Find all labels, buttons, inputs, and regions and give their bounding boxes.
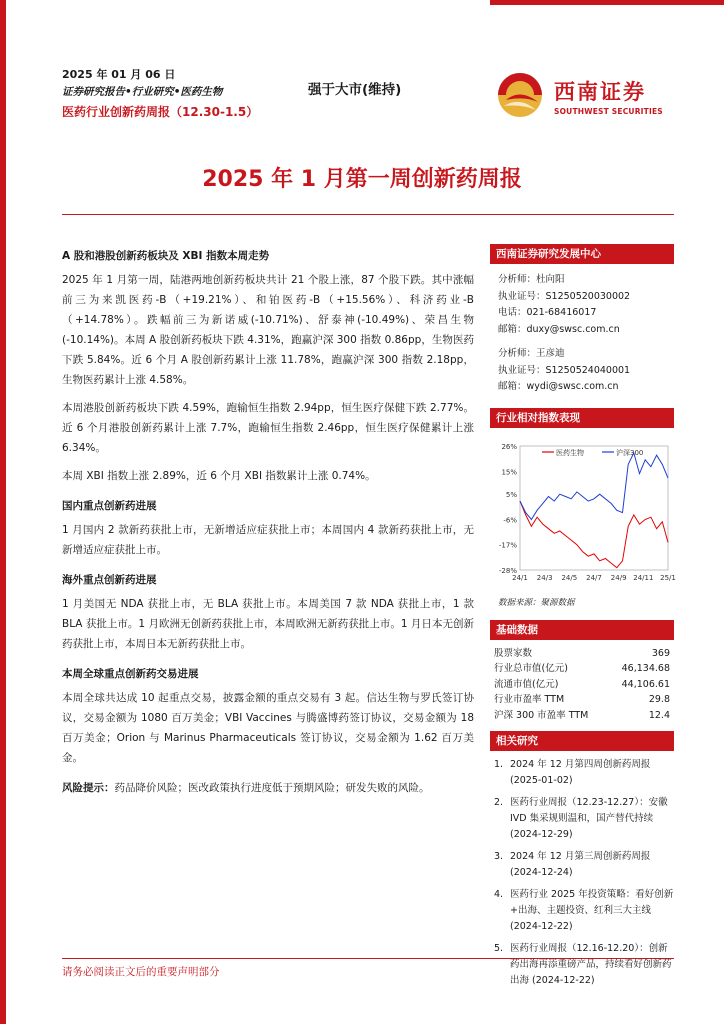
related-research-item[interactable] [490,941,674,989]
basic-data-row [494,661,674,677]
analyst-name: 分析师：杜向阳 [498,274,565,285]
y-tick-label: -17% [498,541,517,550]
analyst-email[interactable]: 邮箱：wydi@swsc.com.cn [498,381,619,392]
y-tick-label: 5% [505,490,517,499]
basic-data-label: 股票家数 [494,647,533,659]
analyst-info [490,264,674,396]
basic-data-value: 29.8 [648,694,670,705]
risk-text: 药品降价风险；医改政策执行进度低于预期风险；研发失败的风险。 [114,782,430,794]
section-overseas [62,570,474,654]
plot-frame [520,446,668,570]
report-category: 证券研究报告•行业研究•医药生物 [62,86,223,98]
legend-label: 医药生物 [556,448,584,457]
related-research-item[interactable] [490,887,674,935]
paragraph: 1 月国内 2 款新药获批上市，无新增适应症获批上市；本周国内 4 款新药获批上市，无新增适应症获批上市。 [62,524,474,556]
section-title: A 股和港股创新药板块及 XBI 指数本周走势 [62,250,270,262]
x-tick-label: 24/3 [536,573,553,582]
analyst-license: 执业证号：S1250520030002 [498,290,631,302]
series-line-csi300 [520,452,668,519]
y-tick-label: 26% [501,442,517,451]
report-date: 2025 年 01 月 06 日 [62,68,176,81]
item-text: 医药行业 2025 年投资策略：看好创新+出海、主题投资、红利三大主线 (2024-12-22) [510,889,674,932]
section-domestic [62,496,474,560]
basic-data-row [494,692,674,708]
y-tick-label: 15% [501,467,517,476]
related-research-header: 相关研究 [490,731,674,751]
footer-divider [62,958,674,959]
section-title: 海外重点创新药进展 [62,574,157,586]
left-accent-bar [0,0,6,1024]
paragraph: 本周全球共达成 10 起重点交易，披露金额的重点交易有 3 起。信达生物与罗氏签订协议，交易金额为 1080 百万美金；VBI Vaccines 与腾盛博药签订协议，交易金额为 18 百万美金；Orion 与 Marinus Pharmaceuticals 签订协议，交易金额为 1.62 百万美金。 [62,692,474,764]
paragraph: 1 月美国无 NDA 获批上市，无 BLA 获批上市。本周美国 7 款 NDA 获批上市，1 款 BLA 获批上市。1 月欧洲无创新药获批上市，本周欧洲无新药获批上市。1 月日本无创新药获批上市，本周日本无新药获批上市。 [62,598,474,650]
chart-svg [490,432,674,592]
basic-data-label: 流通市值(亿元) [494,678,559,690]
basic-data-label: 沪深 300 市盈率 TTM [494,709,589,721]
logo-text-cn: 西南证券 [554,79,646,104]
related-research-item[interactable] [490,849,674,881]
basic-data-value: 369 [651,647,670,659]
item-number: 5. [494,943,504,954]
basic-data-row [494,646,674,662]
report-weekly-title: 医药行业创新药周报（12.30-1.5） [62,105,259,119]
footer-disclaimer: 请务必阅读正文后的重要声明部分 [62,966,220,978]
y-tick-label: -6% [503,515,517,524]
section-market-trend [62,246,474,486]
company-logo [494,70,674,120]
related-research-item[interactable] [490,757,674,789]
item-number: 2. [494,797,504,808]
item-number: 1. [494,759,504,770]
paragraph: 本周 XBI 指数上涨 2.89%，近 6 个月 XBI 指数累计上涨 0.74%。 [62,470,376,482]
basic-data-label: 行业总市值(亿元) [494,663,568,674]
basic-data-value: 44,106.61 [621,678,670,690]
basic-data-row [494,708,674,724]
logo-emblem-icon [494,70,546,120]
related-research-item[interactable] [490,795,674,843]
analyst-name: 分析师：王彦迪 [498,348,565,359]
page-title: 2025 年 1 月第一周创新药周报 [202,167,522,192]
item-number: 4. [494,889,504,900]
basic-data-row [494,677,674,693]
x-tick-label: 24/5 [561,573,578,582]
item-number: 3. [494,851,504,862]
x-tick-label: 24/1 [512,573,528,582]
basic-data-header: 基础数据 [490,620,674,640]
risk-warning [62,778,474,798]
paragraph: 2025 年 1 月第一周，陆港两地创新药板块共计 21 个股上涨，87 个股下跌。其中涨幅前三为来凯医药-B（+19.21%）、和铂医药-B（+15.56%）、科济药业-B（+14.78%）。跌幅前三为新诺威(-10.71%)、舒泰神(-10.49%)、荣昌生物(-10.14%)。本周 A 股创新药板块下跌 4.31%，跑赢沪深 300 指数 0.86pp，生物医药下跌 5.84%。近 6 个月 A 股创新药累计上涨 11.78%，跑赢沪深 300 指数 2.18pp，生物医药累计上涨 4.58%。 [62,274,474,386]
item-text: 2024 年 12 月第三周创新药周报 (2024-12-24) [510,851,651,878]
industry-rating: 强于大市(维持) [308,82,402,98]
basic-data-table [490,640,674,732]
basic-data-value: 46,134.68 [621,663,670,674]
analyst-email[interactable]: 邮箱：duxy@swsc.com.cn [498,323,620,335]
analyst-license: 执业证号：S1250524040001 [498,364,631,376]
basic-data-value: 12.4 [648,709,670,721]
item-text: 医药行业周报（12.23-12.27）：安徽 IVD 集采规则温和，国产替代持续 (2024-12-29) [510,797,668,840]
section-deals [62,664,474,768]
x-tick-label: 25/1 [660,573,676,582]
basic-data-label: 行业市盈率 TTM [494,694,565,705]
top-accent-bar [490,0,724,5]
y-tick-label: -28% [498,566,517,575]
x-tick-label: 24/11 [633,573,654,582]
title-divider [62,214,674,215]
item-text: 医药行业周报（12.16-12.20）：创新药出海再添重磅产品，持续看好创新药出海 (2024-12-22) [510,943,672,986]
paragraph: 本周港股创新药板块下跌 4.59%，跑输恒生指数 2.94pp，恒生医疗保健下跌 2.77%。近 6 个月港股创新药累计上涨 7.7%，跑输恒生指数 2.46pp，恒生医疗保健累计上涨 6.34%。 [62,402,474,454]
x-tick-label: 24/7 [586,573,602,582]
sidebar [490,244,674,995]
series-line-pharma [520,501,668,568]
section-title: 本周全球重点创新药交易进展 [62,668,199,680]
legend-label: 沪深300 [616,448,644,457]
summary-column [62,246,474,806]
item-text: 2024 年 12 月第四周创新药周报 (2025-01-02) [510,759,651,786]
x-tick-label: 24/9 [610,573,627,582]
analyst-phone: 电话：021-68416017 [498,307,597,318]
research-center-header: 西南证券研究发展中心 [490,244,674,264]
index-performance-chart [490,432,674,592]
logo-text-en: SOUTHWEST SECURITIES [554,107,663,116]
chart-header: 行业相对指数表现 [490,408,674,428]
chart-source: 数据来源：聚源数据 [498,597,575,608]
risk-label: 风险提示： [62,782,115,794]
section-title: 国内重点创新药进展 [62,500,157,512]
related-research-list [490,751,674,989]
